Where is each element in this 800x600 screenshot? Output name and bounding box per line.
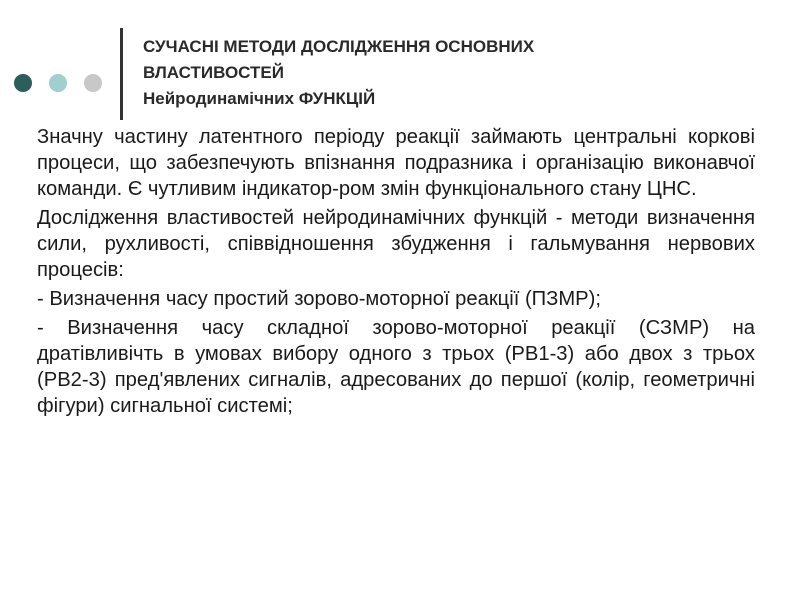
paragraph-research-methods: Дослідження властивостей нейродинамічних функцій - методи визначення сили, рухливості, співвідношення збудження і гальмування нервових процесів: bbox=[37, 207, 755, 281]
title-divider-line bbox=[120, 28, 123, 120]
paragraph-latent-period: Значну частину латентного періоду реакції займають центральні коркові процеси, що забезпечують впізнання подразника і організацію виконавчої команди. Є чутливим індикатор-ром змін функціонального стану ЦНС. bbox=[37, 126, 755, 200]
slide-body bbox=[37, 124, 755, 422]
dot-gray bbox=[84, 74, 102, 92]
title-line-1: СУЧАСНІ МЕТОДИ ДОСЛІДЖЕННЯ ОСНОВНИХ bbox=[143, 37, 535, 56]
list-item-pzmr: - Визначення часу простий зорово-моторної реакції (ПЗМР); bbox=[37, 288, 601, 310]
dot-dark bbox=[14, 74, 32, 92]
dot-teal bbox=[49, 74, 67, 92]
decorative-dots bbox=[14, 74, 102, 92]
title-line-3: Нейродинамічних ФУНКЦІЙ bbox=[143, 89, 376, 108]
list-item-szmr: - Визначення часу складної зорово-моторної реакції (СЗМР) на дратівливічть в умовах вибору одного з трьох (РВ1-3) або двох з трьох (РВ2-3) пред'явлених сигналів, адресованих до першої (колір, геометричні фігури) сигнальної системі; bbox=[37, 317, 755, 417]
title-line-2: ВЛАСТИВОСТЕЙ bbox=[143, 63, 284, 82]
slide-title bbox=[143, 34, 763, 112]
